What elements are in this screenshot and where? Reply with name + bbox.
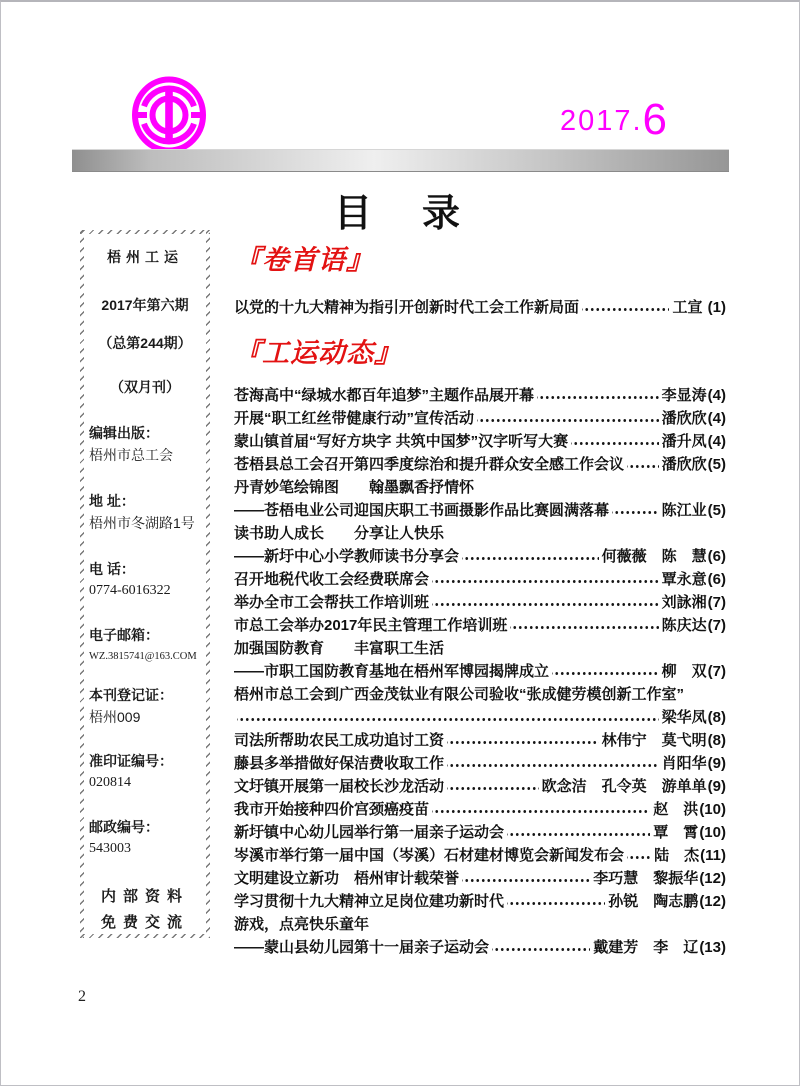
toc-entry-line — [234, 890, 726, 913]
entry-title: 市总工会举办2017年民主管理工作培训班 — [234, 617, 508, 634]
entry-title: ——新圩中心小学教师读书分享会 — [234, 548, 460, 565]
dot-leader — [462, 545, 599, 568]
entry-title: 文明建设立新功 梧州审计载荣誉 — [234, 870, 460, 887]
trade-union-logo-icon — [129, 76, 209, 154]
toc-entry[interactable] — [234, 844, 726, 867]
toc-entry-line — [234, 752, 726, 775]
toc-entry[interactable] — [234, 453, 726, 476]
entry-page-number: (13) — [699, 939, 726, 956]
phone-block — [89, 558, 201, 602]
entry-authors: 陈庆达 — [661, 617, 707, 634]
license-label: 本刊登记证： — [89, 687, 173, 703]
toc-entry-line — [234, 936, 726, 959]
entry-page-number: (8) — [707, 732, 726, 749]
publication-info-box — [80, 230, 210, 938]
publisher-value: 梧州市总工会 — [89, 447, 173, 463]
email-label: 电子邮箱： — [89, 627, 159, 643]
address-label: 地 址： — [89, 493, 135, 509]
internal-material-note — [89, 884, 201, 936]
issue-year: 2017. — [559, 105, 643, 137]
toc-section — [234, 242, 726, 319]
entry-page-number: (7) — [707, 617, 726, 634]
entry-page-number: (11) — [700, 847, 726, 864]
toc-entry-line — [234, 821, 726, 844]
postal-value: 543003 — [89, 841, 131, 856]
dot-leader — [627, 844, 651, 867]
zigzag-border-bottom — [80, 934, 210, 938]
entry-authors: 潘升凤 — [661, 433, 707, 450]
toc-entry[interactable] — [234, 614, 726, 637]
toc-entry-line — [234, 844, 726, 867]
page-title: 目 录 — [333, 193, 466, 235]
toc-entry-line — [234, 296, 726, 319]
entry-page-number: (5) — [707, 502, 726, 519]
entry-page-number: (1) — [707, 299, 726, 316]
entry-title: 游戏，点亮快乐童年 — [234, 916, 370, 933]
postal-label: 邮政编号： — [89, 819, 159, 835]
toc-entry[interactable] — [234, 407, 726, 430]
toc-entry-line — [234, 568, 726, 591]
entry-page-number: (10) — [699, 801, 726, 818]
email-value: WZ.3815741@163.COM — [89, 651, 197, 662]
toc-entry-line — [234, 430, 726, 453]
page-number: 2 — [78, 988, 86, 1005]
toc-entry-line — [234, 476, 726, 499]
toc-sections — [234, 242, 726, 959]
toc-entry-line — [234, 384, 726, 407]
entry-title: ——苍梧电业公司迎国庆职工书画摄影作品比赛圆满落幕 — [234, 502, 610, 519]
frequency-line: （双月刊） — [110, 379, 180, 395]
toc-entry-line — [234, 545, 726, 568]
dot-leader — [447, 775, 539, 798]
entry-title: 召开地税代收工会经费联席会 — [234, 571, 430, 588]
toc-entry[interactable] — [234, 729, 726, 752]
entry-title: 藤县多举措做好保洁费收取工作 — [234, 755, 445, 772]
section-entries — [234, 384, 726, 959]
entry-title: 开展“职工红丝带健康行动”宣传活动 — [234, 410, 475, 427]
toc-entry-line — [234, 729, 726, 752]
permit-label: 准印证编号： — [89, 753, 173, 769]
license-block — [89, 684, 201, 728]
entry-title: 以党的十九大精神为指引开创新时代工会工作新局面 — [234, 299, 580, 316]
entry-page-number: (12) — [699, 870, 726, 887]
toc-entry-line — [234, 867, 726, 890]
entry-title: 蒙山镇首届“写好方块字 共筑中国梦”汉字听写大赛 — [234, 433, 569, 450]
toc-entry[interactable] — [234, 522, 726, 568]
entry-title: 文圩镇开展第一届校长沙龙活动 — [234, 778, 445, 795]
entry-page-number: (4) — [707, 433, 726, 450]
entry-page-number: (9) — [707, 778, 726, 795]
entry-title: 举办全市工会帮扶工作培训班 — [234, 594, 430, 611]
dot-leader — [537, 384, 659, 407]
toc-entry[interactable] — [234, 775, 726, 798]
entry-authors: 欧念洁 孔令英 游单单 — [541, 778, 707, 795]
toc-entry[interactable] — [234, 591, 726, 614]
entry-page-number: (12) — [699, 893, 726, 910]
entry-title: 我市开始接种四价宫颈癌疫苗 — [234, 801, 430, 818]
dot-leader — [477, 407, 659, 430]
entry-page-number: (6) — [707, 548, 726, 565]
entry-authors: 李显涛 — [661, 387, 707, 404]
toc-entry[interactable] — [234, 752, 726, 775]
toc-entry-line — [234, 913, 726, 936]
dot-leader — [552, 660, 659, 683]
phone-label: 电 话： — [89, 561, 135, 577]
entry-authors: 肖阳华 — [661, 755, 707, 772]
issue-number — [559, 95, 667, 144]
toc-entry-line — [234, 683, 726, 706]
entry-page-number: (10) — [699, 824, 726, 841]
toc-entry[interactable] — [234, 798, 726, 821]
entry-title: 加强国防教育 丰富职工生活 — [234, 640, 445, 657]
toc-entry-line — [234, 453, 726, 476]
entry-authors: 柳 双 — [661, 663, 707, 680]
entry-authors: 潘欣欣 — [661, 456, 707, 473]
zigzag-border-top — [80, 230, 210, 234]
section-title: 『卷首语』 — [234, 245, 374, 275]
toc-entry-line — [234, 591, 726, 614]
entry-title: 丹青妙笔绘锦图 翰墨飘香抒情怀 — [234, 479, 475, 496]
entry-title: 学习贯彻十九大精神立足岗位建功新时代 — [234, 893, 505, 910]
zigzag-border-left — [80, 230, 84, 938]
toc-entry[interactable] — [234, 568, 726, 591]
entry-authors: 赵 洪 — [653, 801, 699, 818]
dot-leader — [432, 798, 650, 821]
toc-section — [234, 335, 726, 959]
email-block — [89, 624, 201, 668]
entry-title: 读书助人成长 分享让人快乐 — [234, 525, 445, 542]
entry-authors: 潘欣欣 — [661, 410, 707, 427]
toc-entry[interactable] — [234, 890, 726, 913]
entry-page-number: (7) — [707, 594, 726, 611]
entry-authors: 李巧慧 黎振华 — [593, 870, 699, 887]
entry-title: 司法所帮助农民工成功追讨工资 — [234, 732, 445, 749]
toc-entry[interactable] — [234, 913, 726, 959]
address-value: 梧州市冬湖路1号 — [89, 515, 195, 531]
entry-authors: 覃 霄 — [653, 824, 699, 841]
entry-authors: 刘詠湘 — [661, 594, 707, 611]
dot-leader — [627, 453, 659, 476]
gradient-divider-bar — [72, 149, 729, 172]
dot-leader — [582, 296, 669, 319]
permit-value: 020814 — [89, 775, 131, 790]
dot-leader — [447, 752, 659, 775]
toc-entry[interactable] — [234, 683, 726, 729]
total-issue-line: （总第244期） — [98, 335, 192, 351]
entry-title: ——蒙山县幼儿园第十一届亲子运动会 — [234, 939, 490, 956]
entry-page-number: (4) — [707, 410, 726, 427]
note-line-2: 免费交流 — [100, 914, 189, 931]
dot-leader — [447, 729, 599, 752]
dot-leader — [510, 614, 658, 637]
dot-leader — [462, 867, 590, 890]
toc-entry[interactable] — [234, 430, 726, 453]
entry-authors: 戴建芳 李 辽 — [593, 939, 699, 956]
entry-page-number: (4) — [707, 387, 726, 404]
address-block — [89, 490, 201, 534]
toc-entry[interactable] — [234, 821, 726, 844]
dot-leader — [432, 568, 659, 591]
toc-entry-line — [234, 522, 726, 545]
entry-authors: 覃永意 — [661, 571, 707, 588]
toc-entry-line — [234, 637, 726, 660]
entry-title: 岑溪市举行第一届中国（岑溪）石材建材博览会新闻发布会 — [234, 847, 625, 864]
dot-leader — [237, 706, 659, 729]
toc-entry-line — [234, 660, 726, 683]
toc-entry[interactable] — [234, 867, 726, 890]
toc-entry-line — [234, 499, 726, 522]
toc-entry-line — [234, 407, 726, 430]
entry-title: 苍梧县总工会召开第四季度综治和提升群众安全感工作会议 — [234, 456, 625, 473]
entry-page-number: (5) — [707, 456, 726, 473]
publisher-label: 编辑出版： — [89, 425, 159, 441]
entry-page-number: (9) — [707, 755, 726, 772]
entry-title: 新圩镇中心幼儿园举行第一届亲子运动会 — [234, 824, 505, 841]
toc-entry-line — [234, 706, 726, 729]
section-entries — [234, 296, 726, 319]
entry-authors: 孙锐 陶志鹏 — [608, 893, 699, 910]
dot-leader — [432, 591, 659, 614]
entry-authors: 工宣 — [672, 299, 707, 316]
toc-entry-line — [234, 798, 726, 821]
entry-title: 苍海高中“绿城水都百年追梦”主题作品展开幕 — [234, 387, 535, 404]
permit-block — [89, 750, 201, 794]
entry-page-number: (6) — [707, 571, 726, 588]
publisher-block — [89, 422, 201, 466]
license-value: 梧州009 — [89, 709, 141, 725]
issue-no: 6 — [642, 95, 667, 144]
issue-line: 2017年第六期 — [101, 297, 189, 313]
journal-name: 梧州工运 — [107, 249, 183, 265]
phone-value: 0774-6016322 — [89, 583, 171, 598]
postal-block — [89, 816, 201, 860]
section-title: 『工运动态』 — [234, 338, 402, 368]
entry-authors: 林伟宁 莫弋明 — [601, 732, 707, 749]
entry-authors: 陆 杰 — [654, 847, 700, 864]
entry-page-number: (8) — [707, 709, 726, 726]
toc-entry[interactable] — [234, 476, 726, 522]
dot-leader — [507, 821, 650, 844]
entry-page-number: (7) — [707, 663, 726, 680]
note-line-1: 内部资料 — [100, 888, 189, 905]
zigzag-border-right — [206, 230, 210, 938]
toc-entry[interactable] — [234, 637, 726, 683]
toc-entry[interactable] — [234, 384, 726, 407]
entry-authors: 梁华凤 — [661, 709, 707, 726]
dot-leader — [492, 936, 590, 959]
entry-title: ——市职工国防教育基地在梧州军博园揭牌成立 — [234, 663, 550, 680]
toc-entry[interactable] — [234, 296, 726, 319]
dot-leader — [612, 499, 659, 522]
toc-entry-line — [234, 775, 726, 798]
toc-main — [234, 242, 726, 959]
toc-entry-line — [234, 614, 726, 637]
entry-title: 梧州市总工会到广西金茂钛业有限公司验收“张成健劳模创新工作室” — [234, 686, 685, 703]
entry-authors: 陈江业 — [661, 502, 707, 519]
dot-leader — [571, 430, 658, 453]
dot-leader — [507, 890, 605, 913]
entry-authors: 何薇薇 陈 慧 — [601, 548, 707, 565]
